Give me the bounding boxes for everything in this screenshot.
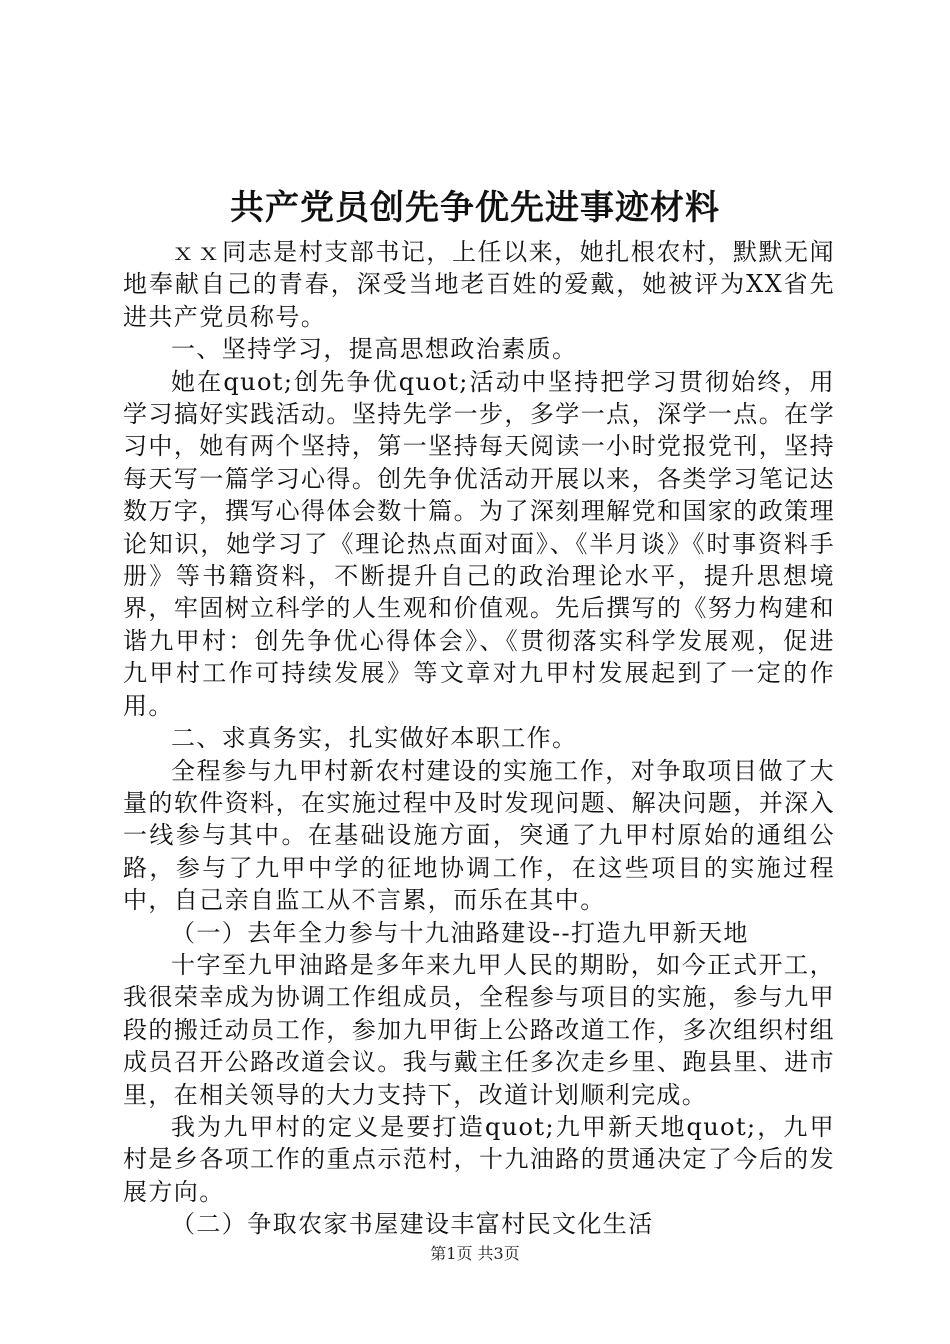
subsection-heading-2: （二）争取农家书屋建设丰富村民文化生活 <box>171 1210 654 1239</box>
paragraph-road: 十字至九甲油路是多年来九甲人民的期盼，如今正式开工，我很荣幸成为协调工作组成员，全程参与项目的实施，参与九甲段的搬迁动员工作，参加九甲街上公路改道工作，多次组织村组成员召开公路改道会议。我与戴主任多次走乡里、跑县里、进市里，在相关领导的大力支持下，改道计划顺利完成。 <box>123 950 835 1109</box>
paragraph-definition: 我为九甲村的定义是要打造quot;九甲新天地quot;，九甲村是乡各项工作的重点示范村，十九油路的贯通决定了今后的发展方向。 <box>123 1112 835 1206</box>
section-heading-2: 二、求真务实，扎实做好本职工作。 <box>171 724 578 753</box>
page-footer: 第1页 共3页 <box>430 1244 520 1263</box>
paragraph-intro: ｘｘ同志是村支部书记，上任以来，她扎根农村，默默无闻地奉献自己的青春，深受当地老百姓的爱戴，她被评为XX省先进共产党员称号。 <box>123 238 835 331</box>
document-title: 共产党员创先争优先进事迹材料 <box>230 188 720 228</box>
section-heading-1: 一、坚持学习，提高思想政治素质。 <box>171 335 578 364</box>
document-body <box>123 236 835 1241</box>
paragraph-work: 全程参与九甲村新农村建设的实施工作，对争取项目做了大量的软件资料，在实施过程中及时发现问题、解决问题，并深入一线参与其中。在基础设施方面，突通了九甲村原始的通组公路，参与了九甲中学的征地协调工作，在这些项目的实施过程中，自己亲自监工从不言累，而乐在其中。 <box>123 756 835 915</box>
paragraph-study: 她在quot;创先争优quot;活动中坚持把学习贯彻始终，用学习搞好实践活动。坚持先学一步，多学一点，深学一点。在学习中，她有两个坚持，第一坚持每天阅读一小时党报党刊，坚持每天写一篇学习心得。创先争优活动开展以来，各类学习笔记达数万字，撰写心得体会数十篇。为了深刻理解党和国家的政策理论知识，她学习了《理论热点面对面》、《半月谈》《时事资料手册》等书籍资料，不断提升自己的政治理论水平，提升思想境界，牢固树立科学的人生观和价值观。先后撰写的《努力构建和谐九甲村：创先争优心得体会》、《贯彻落实科学发展观，促进九甲村工作可持续发展》等文章对九甲村发展起到了一定的作用。 <box>123 367 835 720</box>
subsection-heading-1: （一）去年全力参与十九油路建设--打造九甲新天地 <box>171 918 749 947</box>
